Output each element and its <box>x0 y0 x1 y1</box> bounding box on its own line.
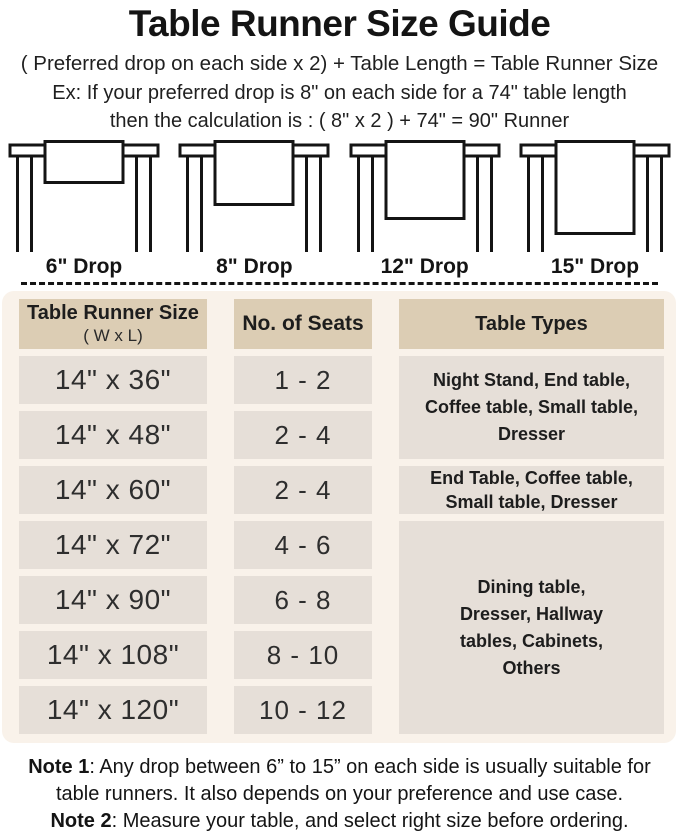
note-2-label: Note 2 <box>50 810 112 833</box>
seats-cell: 1 - 2 <box>234 356 372 404</box>
size-cell: 14" x 108" <box>19 631 207 679</box>
table-types-cell <box>399 356 664 459</box>
note-1-text: : Any drop between 6” to 15” on each side is usually suitable for table runners. It also depends on your preference and use case. <box>55 756 651 806</box>
size-cell: 14" x 120" <box>19 686 207 734</box>
table-runner-illustration <box>519 140 671 252</box>
table-types-cell <box>399 466 664 514</box>
note-1-label: Note 1 <box>28 756 90 778</box>
example-line-2: then the calculation is : ( 8" x 2 ) + 74" = 90" Runner <box>109 110 570 132</box>
example-line-1: Ex: If your preferred drop is 8" on each side for a 74" table length <box>52 82 627 104</box>
table-runner-illustration <box>349 140 501 252</box>
table-types-cell <box>399 521 664 734</box>
column-header-table-types <box>399 299 664 349</box>
dashed-divider <box>21 282 658 285</box>
table-types-text: End Table, Coffee table, Small table, Dresser <box>430 467 633 512</box>
page-title: Table Runner Size Guide <box>128 3 551 44</box>
drop-label: 8" Drop <box>216 255 293 278</box>
drop-label: 12" Drop <box>380 255 469 278</box>
header-text: Table Types <box>475 312 588 335</box>
table-runner-illustration <box>8 140 160 252</box>
table-runner-illustration <box>178 140 330 252</box>
size-guide-table <box>2 291 676 743</box>
size-cell: 14" x 72" <box>19 521 207 569</box>
drop-diagram <box>0 140 679 279</box>
seats-cell: 8 - 10 <box>234 631 372 679</box>
size-cell: 14" x 60" <box>19 466 207 514</box>
notes-section <box>0 754 679 836</box>
seats-cell: 2 - 4 <box>234 411 372 459</box>
drop-label: 15" Drop <box>550 255 640 278</box>
note-1 <box>6 754 673 808</box>
column-header-seats <box>234 299 372 349</box>
drop-figure-6 <box>8 140 160 279</box>
seats-cell: 6 - 8 <box>234 576 372 624</box>
seats-cell: 2 - 4 <box>234 466 372 514</box>
size-cell: 14" x 48" <box>19 411 207 459</box>
drop-figure-12 <box>349 140 501 279</box>
seats-cell: 10 - 12 <box>234 686 372 734</box>
drop-figure-15 <box>519 140 671 279</box>
table-types-text: Dining table, Dresser, Hallway tables, Cabinets, Others <box>459 576 604 678</box>
header-text: Table Runner Size <box>27 302 199 324</box>
drop-figure-8 <box>178 140 330 279</box>
table-types-text: Night Stand, End table, Coffee table, Small table, Dresser <box>424 370 639 444</box>
note-2-text: : Measure your table, and select right size before ordering. <box>111 810 629 833</box>
drop-label: 6" Drop <box>45 255 123 278</box>
formula-text: ( Preferred drop on each side x 2) + Table Length = Table Runner Size <box>20 52 659 75</box>
header-subtext: ( W x L) <box>83 326 143 345</box>
column-header-runner-size <box>19 299 207 349</box>
note-2 <box>6 808 673 835</box>
size-cell: 14" x 36" <box>19 356 207 404</box>
seats-cell: 4 - 6 <box>234 521 372 569</box>
size-cell: 14" x 90" <box>19 576 207 624</box>
header-text: No. of Seats <box>242 312 364 335</box>
